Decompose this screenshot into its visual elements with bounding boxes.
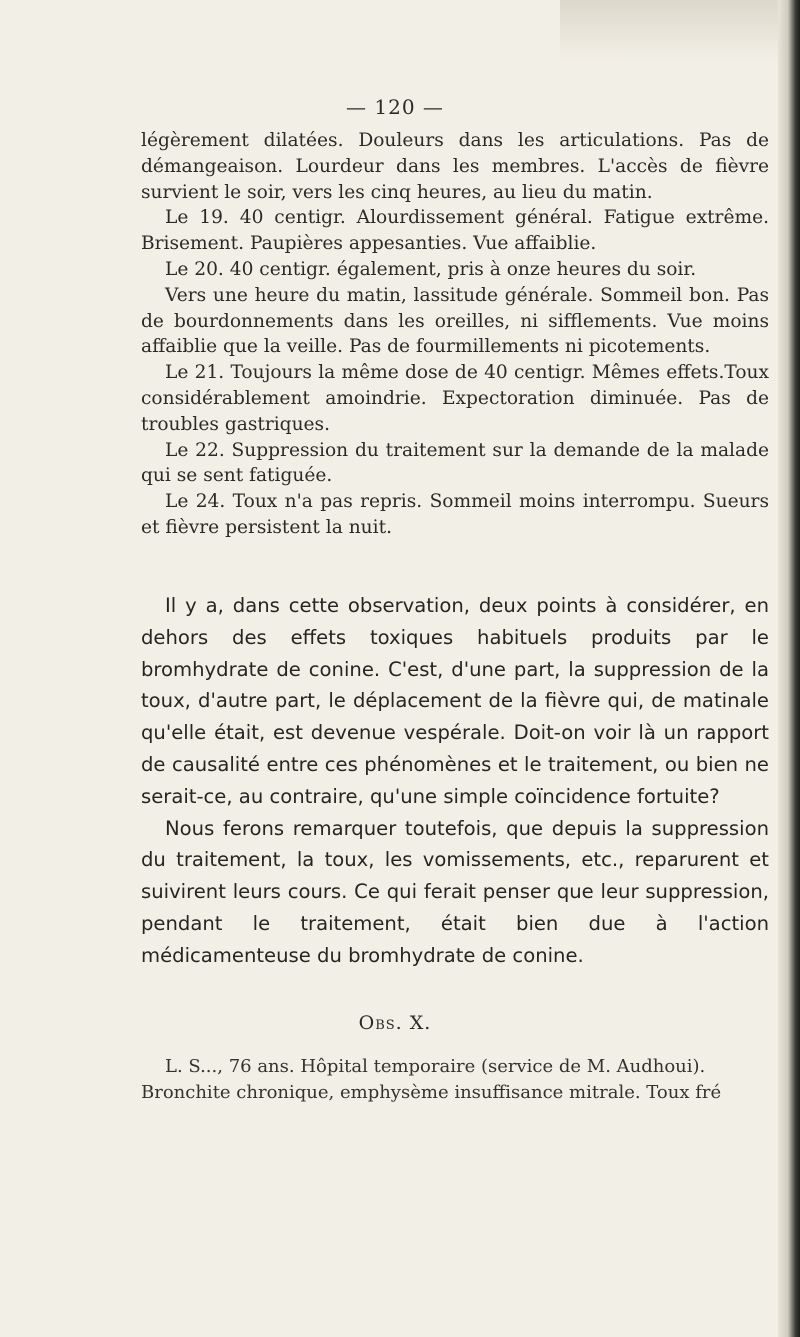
commentary xyxy=(141,590,769,972)
observation-heading xyxy=(0,1012,790,1034)
commentary-paragraph: Nous ferons remarquer toutefois, que depuis la suppression du traitement, la toux, les vomissements, etc., reparurent et suivirent leurs cours. Ce qui ferait penser que leur suppression, pendant le traitement, était bien due à l'action médicamenteuse du bromhydrate de conine. xyxy=(141,816,769,967)
case-journal xyxy=(141,128,769,541)
journal-paragraph: Le 22. Suppression du traitement sur la demande de la malade qui se sent fatiguée. xyxy=(141,439,769,487)
observation-line: Bronchite chronique, emphysème insuffisance mitrale. Toux fré xyxy=(141,1082,722,1103)
journal-paragraph: Le 24. Toux n'a pas repris. Sommeil moins interrompu. Sueurs et fièvre persistent la nuit. xyxy=(141,491,769,538)
commentary-paragraph: Il y a, dans cette observation, deux points à considérer, en dehors des effets toxiques habituels produits par le bromhydrate de conine. C'est, d'une part, la suppression de la toux, d'autre part, le déplacement de la fièvre qui, de matinale qu'elle était, est devenue vespérale. Doit-on voir là un rapport de causalité entre ces phénomènes et le traitement, ou bien ne serait-ce, au contraire, qu'une simple coïncidence fortuite? xyxy=(141,594,769,808)
page-number: — 120 — xyxy=(346,95,444,119)
journal-paragraph: Le 19. 40 centigr. Alourdissement général. Fatigue extrême. Brisement. Paupières appesanties. Vue affaiblie. xyxy=(141,207,769,255)
journal-paragraph: Vers une heure du matin, lassitude générale. Sommeil bon. Pas de bourdonnements dans les oreilles, ni sifflements. Vue moins affaiblie que la veille. Pas de fourmillements ni picotements. xyxy=(141,284,769,358)
journal-paragraph: Le 21. Toujours la même dose de 40 centigr. Mêmes effets.Toux considérablement amoindrie. Expectoration diminuée. Pas de troubles gastriques. xyxy=(141,362,769,435)
observation-label: Obs. xyxy=(358,1012,403,1034)
journal-paragraph: légèrement dilatées. Douleurs dans les articulations. Pas de démangeaison. Lourdeur dans les membres. L'accès de fièvre survient le soir, vers les cinq heures, au lieu du matin. xyxy=(141,130,769,203)
observation-intro xyxy=(141,1054,781,1106)
observation-line: L. S..., 76 ans. Hôpital temporaire (service de M. Audhoui). xyxy=(165,1056,706,1077)
journal-paragraph: Le 20. 40 centigr. également, pris à onze heures du soir. xyxy=(165,258,697,280)
page-edge-shadow-top xyxy=(560,0,800,60)
observation-number: X. xyxy=(409,1012,432,1034)
page-edge-shadow-right xyxy=(778,0,800,1337)
